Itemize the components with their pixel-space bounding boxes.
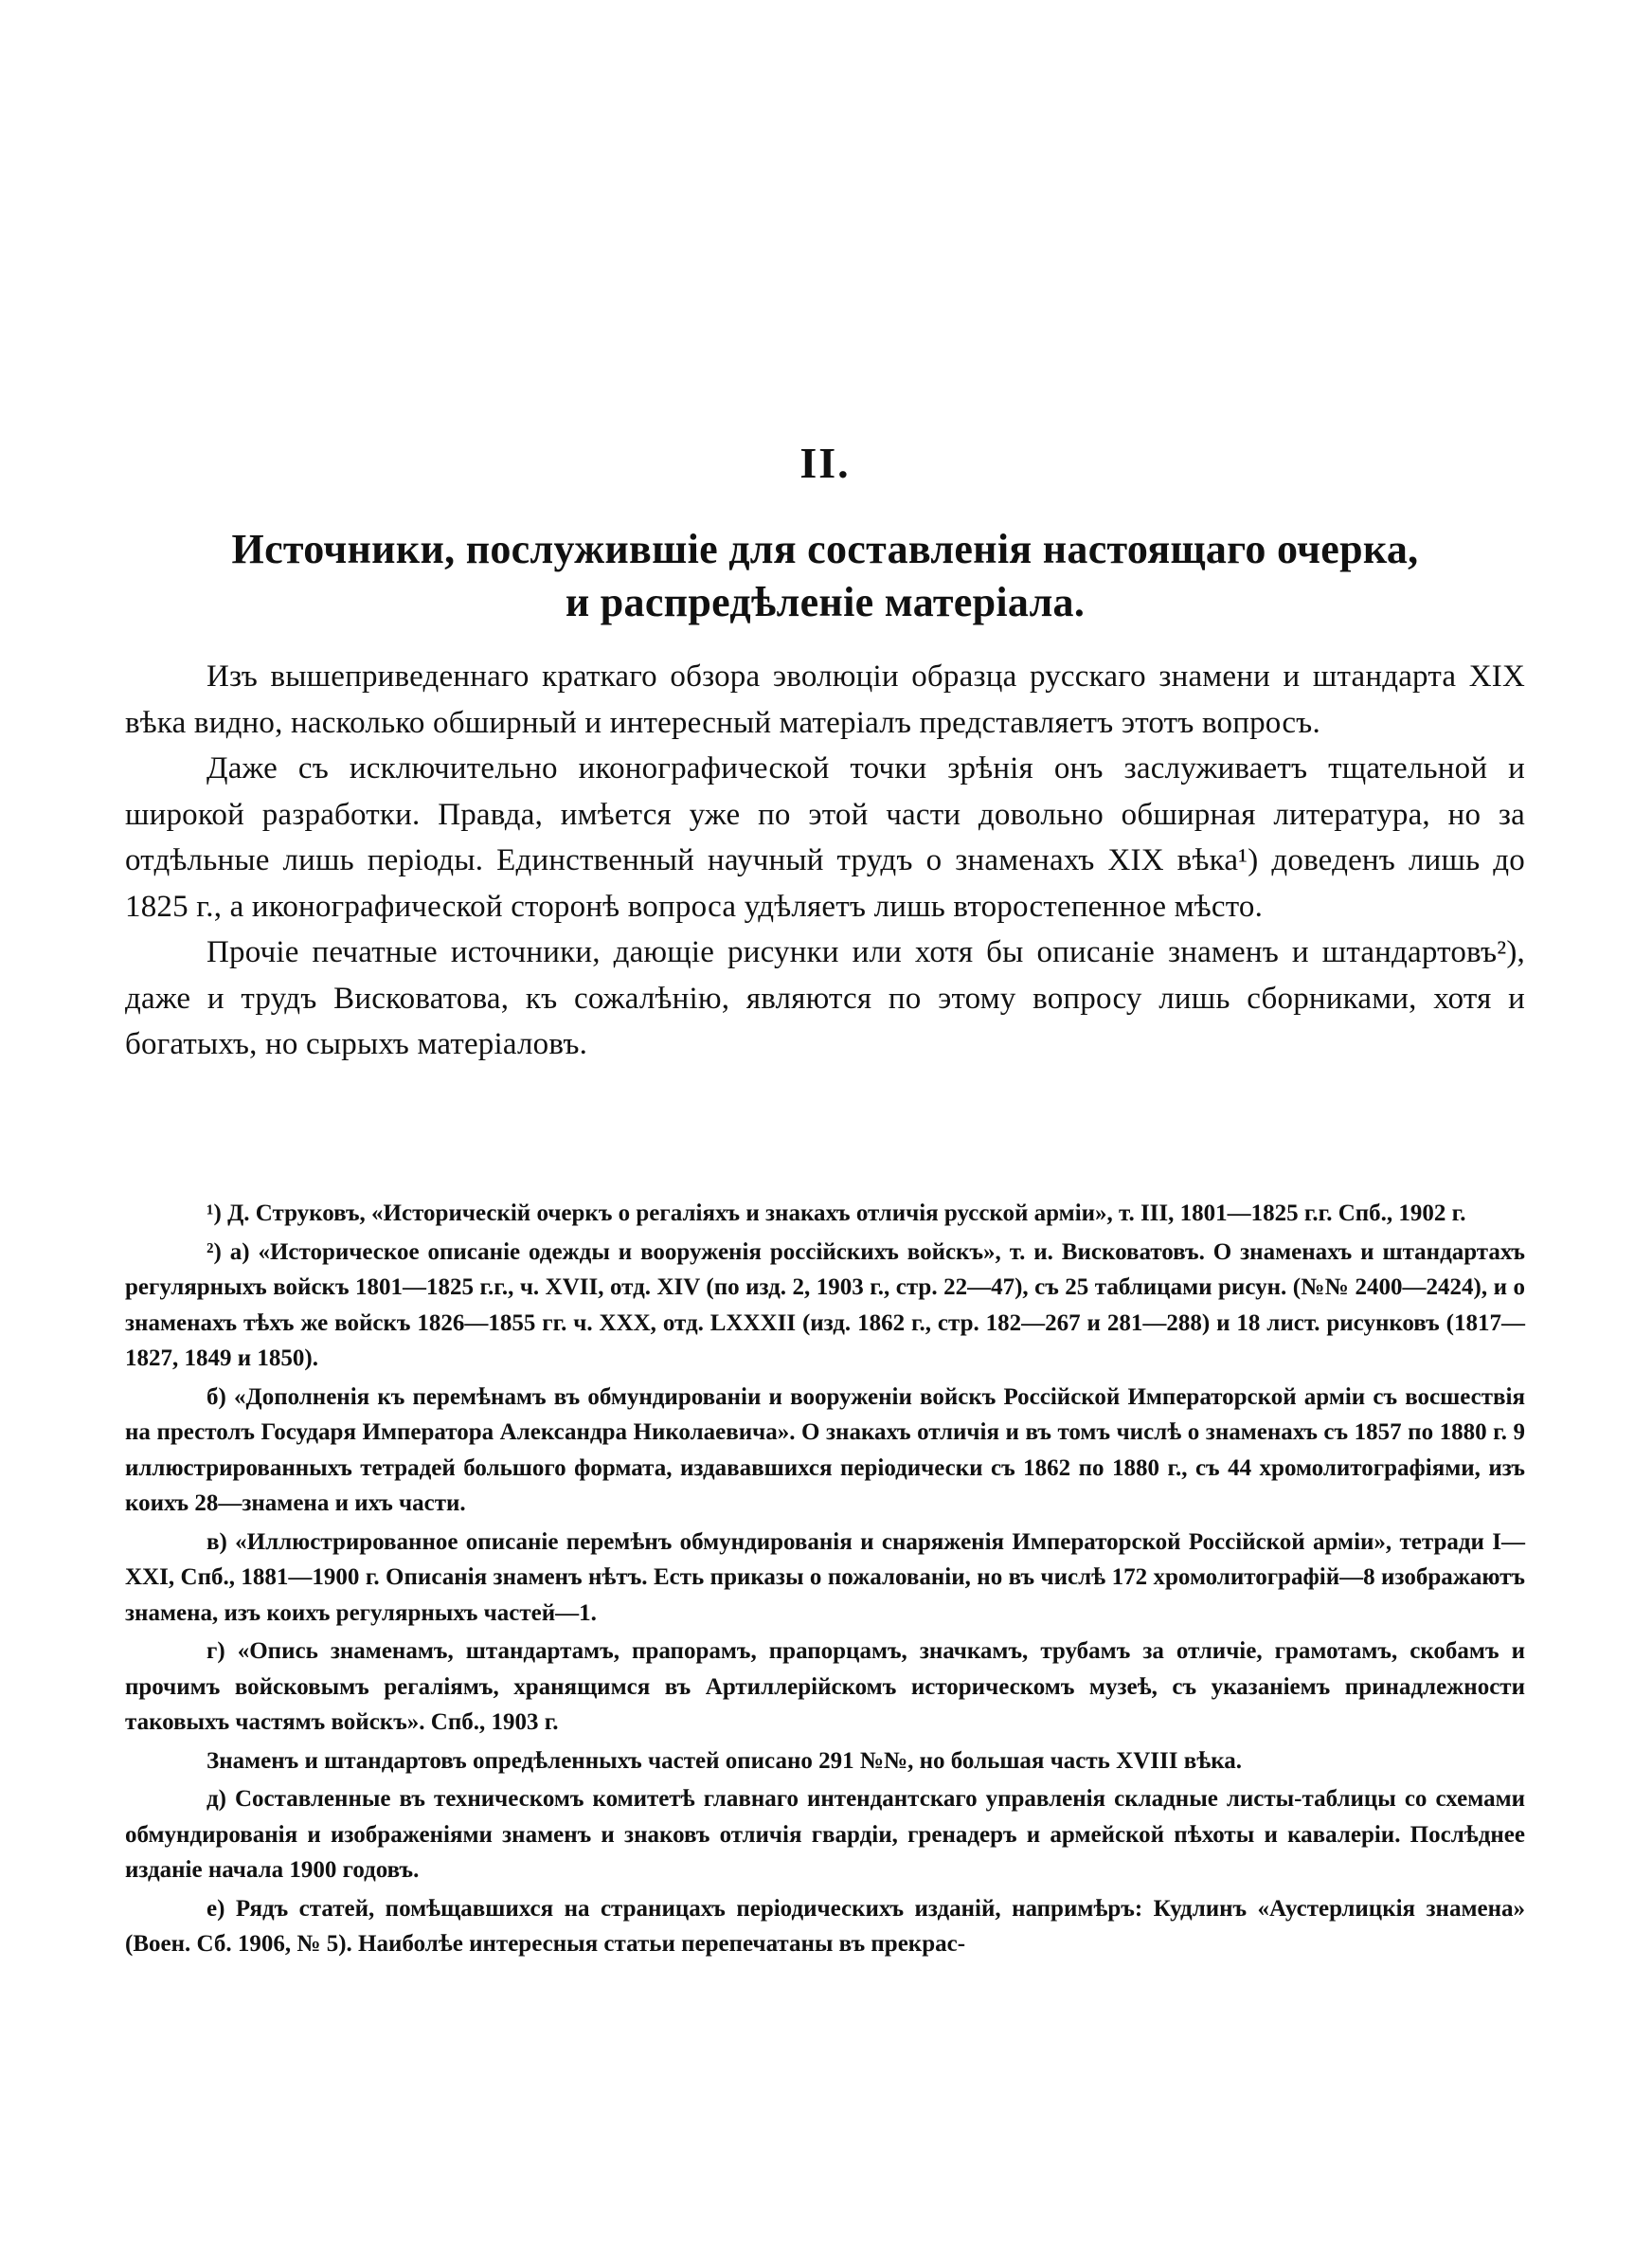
body-text <box>125 654 1525 1068</box>
footnote: е) Рядъ статей, помѣщавшихся на страницахъ періодическихъ изданій, напримѣръ: Кудлинъ «Аустерлицкія знамена» (Воен. Сб. 1906, № 5). Наиболѣе интересныя статьи перепечатаны въ прекрас- <box>125 1895 1525 1957</box>
body-paragraph: Изъ вышеприведеннаго краткаго обзора эволюціи образца русскаго знамени и штандарта XIX вѣка видно, насколько обширный и интересный матеріалъ представляетъ этотъ вопросъ. <box>125 659 1525 740</box>
footnote: б) «Дополненія къ перемѣнамъ въ обмундированіи и вооруженіи войскъ Россійской Императорской арміи съ восшествія на престолъ Государя Императора Александра Николаевича». О знакахъ отличія и въ томъ числѣ о знаменахъ съ 1857 по 1880 г. 9 иллюстрированныхъ тетрадей большого формата, издававшихся періодически съ 1862 по 1880 г., съ 44 хромолитографіями, изъ коихъ 28—знамена и ихъ части. <box>125 1383 1525 1516</box>
footnote: д) Составленные въ техническомъ комитетѣ главнаго интендантскаго управленія складные листы-таблицы со схемами обмундированія и изображеніями знаменъ и знаковъ отличія гвардіи, гренадеръ и армейской пѣхоты и кавалеріи. Послѣднее изданіе начала 1900 годовъ. <box>125 1786 1525 1883</box>
footnotes <box>125 1196 1525 1965</box>
footnote: в) «Иллюстрированное описаніе перемѣнъ обмундированія и снаряженія Императорской Россійской арміи», тетради I—XXI, Спб., 1881—1900 г. Описанія знаменъ нѣтъ. Есть приказы о пожалованіи, но въ числѣ 172 хромолитографій—8 изображаютъ знамена, изъ коихъ регулярныхъ частей—1. <box>125 1528 1525 1626</box>
footnote: ²) а) «Историческое описаніе одежды и вооруженія россійскихъ войскъ», т. и. Висковатовъ. О знаменахъ и штандартахъ регулярныхъ войскъ 1801—1825 г.г., ч. XVII, отд. XIV (по изд. 2, 1903 г., стр. 22—47), съ 25 таблицами рисун. (№№ 2400—2424), и о знаменахъ тѣхъ же войскъ 1826—1855 гг. ч. XXX, отд. LXXXII (изд. 1862 г., стр. 182—267 и 281—288) и 18 лист. рисунковъ (1817—1827, 1849 и 1850). <box>125 1238 1525 1371</box>
chapter-title-line-2: и распредѣленіе матеріала. <box>565 579 1086 625</box>
chapter-number: II. <box>799 439 851 487</box>
footnote: г) «Опись знаменамъ, штандартамъ, прапорамъ, прапорцамъ, значкамъ, трубамъ за отличіе, грамотамъ, скобамъ и прочимъ войсковымъ регаліямъ, хранящимся въ Артиллерійскомъ историческомъ музеѣ, съ указаніемъ принадлежности таковыхъ частямъ войскъ». Спб., 1903 г. <box>125 1638 1525 1735</box>
body-paragraph: Даже съ исключительно иконографической точки зрѣнія онъ заслуживаетъ тщательной и широкой разработки. Правда, имѣется уже по этой части довольно обширная литература, но за отдѣльные лишь періоды. Единственный научный трудъ о знаменахъ XIX вѣка¹) доведенъ лишь до 1825 г., а иконографической сторонѣ вопроса удѣляетъ лишь второстепенное мѣсто. <box>125 751 1525 924</box>
footnote: Знаменъ и штандартовъ опредѣленныхъ частей описано 291 №№, но большая часть XVIII вѣка. <box>206 1747 1242 1774</box>
footnote: ¹) Д. Струковъ, «Историческій очеркъ о регаліяхъ и знакахъ отличія русской арміи», т. III, 1801—1825 г.г. Спб., 1902 г. <box>206 1201 1466 1226</box>
chapter-title <box>125 523 1525 629</box>
body-paragraph: Прочіе печатные источники, дающіе рисунки или хотя бы описаніе знаменъ и штандартовъ²), даже и трудъ Висковатова, къ сожалѣнію, являются по этому вопросу лишь сборниками, хотя и богатыхъ, но сырыхъ матеріаловъ. <box>125 935 1525 1061</box>
book-page <box>125 0 1525 2257</box>
chapter-title-line-1: Источники, послужившіе для составленія настоящаго очерка, <box>231 526 1419 572</box>
